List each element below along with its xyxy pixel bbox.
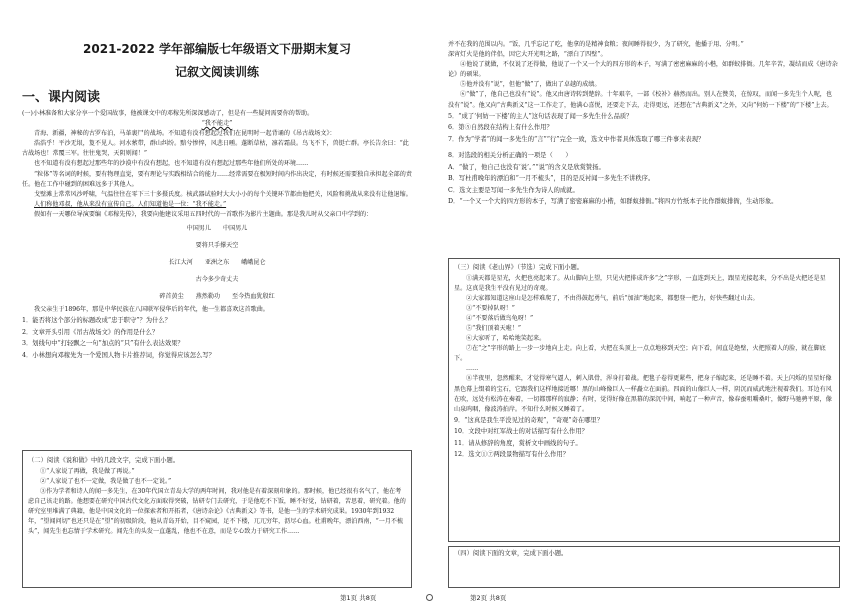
part1-para: 青海、新疆，神秘的古罗布泊，马革裹尸的战场。不知道有没有想起过我们在昆明时一起背诵的《吊古战场文》： xyxy=(34,130,336,138)
poem-phrase: 至今热血犹殷红 xyxy=(232,293,275,301)
section-heading: 一、课内阅读 xyxy=(22,90,101,105)
part3-para: ⑦在“之”字形的路上一步一步地向上走。向上看，火把在头顶上一点点地移到天空；向下看，间直是绝壁，火把照着人的脸，就在脚底下。 xyxy=(454,345,826,363)
question: 11．请从修辞的角度，赏析文中画线的句子。 xyxy=(454,439,582,447)
page-footer-left: 第1页 共8页 xyxy=(340,594,377,602)
part3-para: ④“不要落后做鸟龟呀！” xyxy=(466,314,534,322)
part1-para: 假如有一天哪位导演要编《邓稼先传》，我要向他建议采用五四时代的一首歌作为影片主题曲。那是我儿时从父亲口中学到的： xyxy=(34,210,373,218)
part1-para: 人们称他邓叔，他从来没有宣传自己。人们知道他是一位：“我不能走。” xyxy=(34,200,227,208)
part1-para: 戈壁滩上常常风沙呼啸，气温往往在零下三十多摄氏度。核武器试验时大大小小的每个关键环节都由他把关，风险和挑战从来没有让他退缩。 xyxy=(34,190,412,198)
question: 3．划线句中“打轻飘之一句”加点的“只”有什么表达效果？ xyxy=(22,340,184,348)
question: 4．小林想向邓稼先为一个爱国人物卡片推荐词，你觉得应该怎么写？ xyxy=(22,351,215,359)
question: 10．文段中对红军战士的对话描写有什么作用？ xyxy=(454,428,588,436)
part1-title: “我不能走” xyxy=(201,120,233,128)
part1-para: “粒体”等名词的时候，要有物理直觉，要有理论与实践相结合的能力……经常需要在极短时间内作出决定，有时候还需要独自承担起全部的责任。他在工作中碰到的困难远多于其他人。 xyxy=(22,170,412,188)
question: 9．“这真是我生平没见过的奇观”，“奇观”奇在哪里？ xyxy=(454,416,604,424)
part1-para: 也不知道有没有想起过那些年的沙漠中有没有想起，也不知道有没有想起过那些年他们所处的环境…… xyxy=(34,160,309,168)
part3-para: …… xyxy=(466,365,479,373)
poem-phrase: 中国男儿 xyxy=(186,225,211,233)
part3-para: ⑥大家听了，哈哈地笑起来。 xyxy=(466,335,546,343)
part4-intro: （四）阅读下面的文章，完成下面小题。 xyxy=(454,550,568,557)
part2-para: ③作为学者和诗人的闻一多先生，在30年代国立青岛大学的两年时间，我对他是有着深刻印象的。那时候，他已经很有名气了，他在考虑自己该走的路。他想要在研究中国古代文化方面取得突破，钻研专门去研究，于是他吃不下饭，睡不好觉，钻研着，苦思着，研究着。他的研究室里堆满了典籍，他是中国文化的一位探索者和开拓者，《唐诗杂论》《古典新义》等书，是他一生的学术研究成果。1930年到1932年，“望闻问切”也还只是在“望”的初级阶段，他从青岛开始，目不窥园，足不下楼，兀兀穷年，沥尽心血。杜甫晚年，漂泊西南，“一月不梳头”，闻先生也忘情于学术研究。闻先生的头发一直蓬乱，他也不在意，而是专心致力于研究工作…… xyxy=(28,487,406,536)
poem-phrase: 长江大河 xyxy=(168,259,193,267)
poem-phrase: 碎首黄尘 xyxy=(159,293,184,301)
page-footer-right: 第2页 共8页 xyxy=(470,594,507,602)
question: 5．“成了‘何妨一下楼’的主人”这句话表现了闻一多先生什么品质？ xyxy=(448,112,633,120)
part2-cont: 深宵灯火是他的伴侣，因它大开光明之路，“漂白了四壁”。 xyxy=(448,51,607,59)
question: 1．能否将这个部分的标题改成“忠于职守”？为什么？ xyxy=(22,317,171,325)
part2-cont: ④他说了就做，不仅说了还得做，他说了一个又一个大的四方形的本子，写满了密密麻麻的小楷，如群蚁排衙。几年辛苦，凝结而成《唐诗杂论》的硕果。 xyxy=(448,61,838,79)
part2-section xyxy=(28,455,406,537)
part3-section xyxy=(454,262,834,461)
question: 12．选文①⑦两段景物描写有什么作用？ xyxy=(454,451,570,459)
question: 2．文章开头引用《吊古战场文》的作用是什么？ xyxy=(22,328,159,336)
part2-para: ①“人家说了再做，我是做了再说。” xyxy=(40,467,135,475)
poem xyxy=(22,220,412,305)
part1-para: 浩浩乎！平沙无垠，夐不见人。河水萦带，群山纠纷。黯兮惨悴，风悲日曛。蓬断草枯，凛若霜晨。鸟飞不下，兽铤亡群。亭长告余曰：“此古战场也！常覆三军。往往鬼哭，天阴则闻！” xyxy=(22,140,409,158)
part2-cont: ⑥“做”了，他自己也没有“说”。他又由唐诗转到楚辞。十年艰辛，一部《校补》赫然而出。别人在赞美，在惊叹，而闻一多先生个人呢，也没有“说”。他又向“古典新义”这一工作走了，他满心喜悦，还要走下去，走得更远，还想在“古典新义”之外，又向“何妨一下楼”的“下楼”上去。 xyxy=(448,91,833,109)
doc-title: 2021-2022 学年部编版七年级语文下册期末复习 xyxy=(83,42,351,56)
q8-option: A．“做了，他自己也没有‘说’。”“说”的含义是欣赏赞扬。 xyxy=(448,163,605,171)
part1-intro: (一)小林准备和大家分享一个爱国故事，他被课文中的邓稼先所深深感动了，但是有一些疑问需要你的帮助。 xyxy=(22,110,314,117)
part3-para: ②大家都知道这座山是怎样难爬了，不由得鼓起勇气，前后“加油”地起来，都想登一把力，好快些翻过山去。 xyxy=(466,294,759,302)
poem-phrase: 要将只手撑天空 xyxy=(195,242,239,250)
question: 7．作为“学者”的闻一多先生的“言”“行”完全一致，选文中作者具体选取了哪三件事来表现？ xyxy=(448,135,705,143)
question: 8．对选段的相关分析正确的一项是（ ） xyxy=(448,152,572,160)
poem-phrase: 古今多少奇丈夫 xyxy=(195,276,239,284)
q8-option: B．写杜甫晚年的漂泊和“一月不梳头”，目的是反衬闻一多先生不讲秩序。 xyxy=(448,175,655,183)
center-circle-icon xyxy=(426,594,433,601)
part3-para: ⑤“我们顶着天啦！” xyxy=(466,324,521,332)
part3-para: ⑧半夜里，忽然醒来，才觉得寒气逼人，刺入肌骨，浑身打着战。把毯子卷得更紧些，把身子缩起来，还是睡不着。天上闪烁的星星好像黑色幕上缀着的宝石，它跟我们这样地接近哪！黑的山峰像巨人一样矗立在面前。四面的山像巨人一样，阴沉而威武地注视着我们。耳边有风在吹，远处有松涛在奏着，一切都那样的寂静；有时，觉得好像在黑幕的深沉中间，响起了一种声音，像春蚕咀嚼桑叶，像野马驰骋平原，像山泉呜咽，像波涛拍岸。不知什么时候又睡着了。 xyxy=(454,375,832,413)
poem-phrase: 燕然勒功 xyxy=(195,293,221,301)
poem-phrase: 亚洲之东 xyxy=(204,259,230,267)
poem-phrase: 中国男儿 xyxy=(223,225,248,233)
question: 6．第⑤自然段在结构上有什么作用？ xyxy=(448,124,553,132)
part2-intro: （二）阅读《说和做》中的几段文字，完成下面小题。 xyxy=(28,457,180,464)
doc-subtitle: 记叙文阅读训练 xyxy=(174,65,259,79)
part3-intro: （三）阅读《老山界》（节选）完成下面小题。 xyxy=(454,264,584,271)
part3-para: ③“不要掉队呀！” xyxy=(466,304,515,312)
part2-cont: 并不在我的范围以内。“饭，几乎忘记了吃，他拿的是精神食粮；夜间睡得很少，为了研究，他播于用、分明。” xyxy=(448,41,744,48)
poem-phrase: 峨峨昆仑 xyxy=(241,259,266,267)
q8-option: C．选文主要是写闻一多先生作为诗人的成就。 xyxy=(448,186,579,194)
part1-end: 我父亲生于1896年，那是中华民族在八国联军侵华后的年代，他一生都喜欢这首歌曲。 xyxy=(34,306,269,314)
part2-cont: ⑤他并没有“说”，但他“做”了，做出了卓越的成绩。 xyxy=(460,81,601,89)
part3-para: ①满天都是星光，火把也亮起来了。从山脚向上望，只见火把排成许多“之”字形，一直连到天上，跟星光接起来，分不出是火把还是星星。这真是我生平没有见过的奇观。 xyxy=(454,274,826,292)
q8-option: D．“一个又一个大的四方形的本子，写满了密密麻麻的小楷，如群蚁排衙。”将四方竹纸本子比作群蚁排衙，生动形象。 xyxy=(448,198,778,206)
part2-para: ②“人家说了也不一定做，我是做了也不一定说。” xyxy=(40,477,172,485)
